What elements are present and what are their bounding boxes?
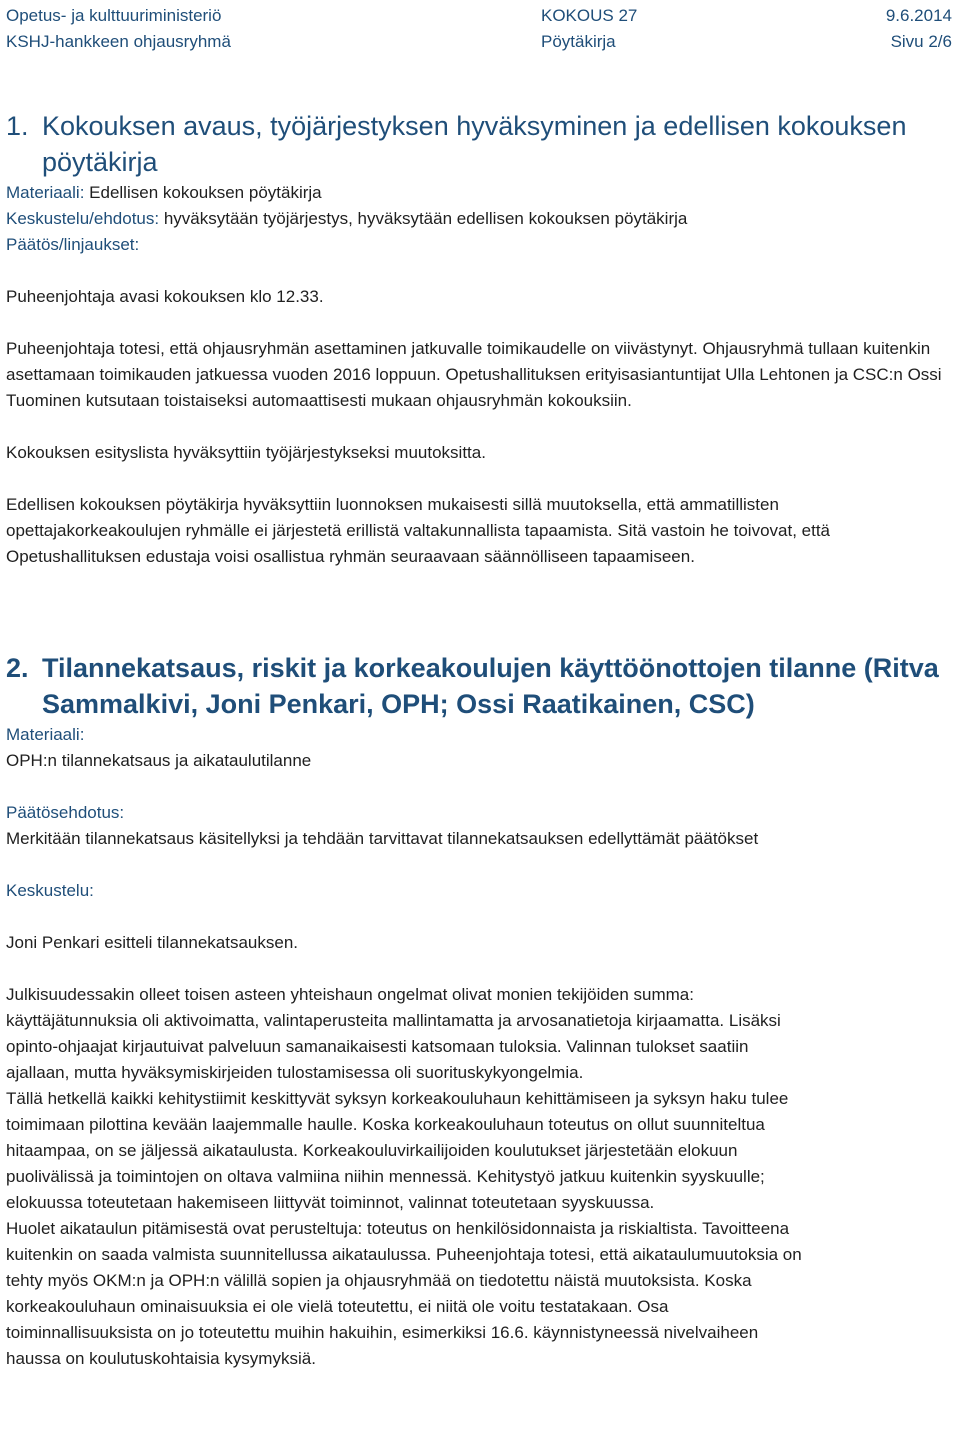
section-2-materiaali-label: Materiaali: xyxy=(6,725,85,744)
paatosehdotus-value: Merkitään tilannekatsaus käsitellyksi ja tehdään tarvittavat tilannekatsauksen edellyttämät päätökset xyxy=(6,829,759,848)
body-line: puolivälissä ja toimintojen on oltava valmiina niihin mennessä. Kehitystyö jatkuu kuitenkin syyskuulle; xyxy=(6,1167,765,1186)
paatosehdotus-label: Päätösehdotus: xyxy=(6,803,125,822)
body-line: haussa on koulutuskohtaisia kysymyksiä. xyxy=(6,1349,316,1368)
section-2-keskustelu-label: Keskustelu: xyxy=(6,881,94,900)
body-line: toimimaan pilottina kevään laajemmalle haulle. Koska korkeakouluhaun toteutus on ollut suunniteltua xyxy=(6,1115,765,1134)
header-group: KSHJ-hankkeen ohjausryhmä xyxy=(6,32,231,51)
section-1-materiaali xyxy=(6,180,950,206)
header-doc-type: Pöytäkirja xyxy=(541,32,616,51)
section-1-title: Kokouksen avaus, työjärjestyksen hyväksyminen ja edellisen kokouksen pöytäkirja xyxy=(42,111,907,177)
body-line: ajallaan, mutta hyväksymiskirjeiden tulostamisessa oli suorituskykyongelmia. xyxy=(6,1063,584,1082)
section-1-paragraph: Puheenjohtaja totesi, että ohjausryhmän asettaminen jatkuvalle toimikaudelle on viivästynyt. Ohjausryhmä tullaan kuitenkin asettamaan toimikauden jatkuessa vuoden 2016 loppuun. Opetushallituksen erityisasiantuntijat Ulla Lehtonen ja CSC:n Ossi Tuominen kutsutaan toistaiseksi automaattisesti mukaan ohjausryhmän kokouksiin. xyxy=(6,339,942,410)
section-1-paragraph: Puheenjohtaja avasi kokouksen klo 12.33. xyxy=(6,287,324,306)
section-2-keskustelu-intro: Joni Penkari esitteli tilannekatsauksen. xyxy=(6,933,298,952)
section-1-number: 1. xyxy=(6,111,29,141)
section-2-materiaali-value: OPH:n tilannekatsaus ja aikataulutilanne xyxy=(6,751,312,770)
section-1-keskustelu xyxy=(6,206,950,232)
header-org: Opetus- ja kulttuuriministeriö xyxy=(6,6,222,25)
body-line: opinto-ohjaajat kirjautuivat palveluun samanaikaisesti katsomaan tuloksia. Valinnan tulokset saatiin xyxy=(6,1037,749,1056)
body-line: Julkisuudessakin olleet toisen asteen yhteishaun ongelmat olivat monien tekijöiden summa: xyxy=(6,985,694,1004)
section-2-title: Tilannekatsaus, riskit ja korkeakoulujen käyttöönottojen tilanne (Ritva Sammalkivi, Joni Penkari, OPH; Ossi Raatikainen, CSC) xyxy=(42,653,939,719)
document-body xyxy=(6,108,950,1372)
header-meeting: KOKOUS 27 xyxy=(541,6,638,25)
body-line: Huolet aikataulun pitämisestä ovat perusteltuja: toteutus on henkilösidonnaista ja riskialtista. Tavoitteena xyxy=(6,1219,790,1238)
header-date: 9.6.2014 xyxy=(885,6,952,25)
section-2-heading xyxy=(6,650,950,722)
paatos-label: Päätös/linjaukset: xyxy=(6,235,140,254)
materiaali-label: Materiaali: xyxy=(6,183,85,202)
materiaali-value: Edellisen kokouksen pöytäkirja xyxy=(89,183,322,202)
body-line: korkeakouluhaun ominaisuuksia ei ole vielä toteutettu, ei niitä ole voitu testatakaan. Osa xyxy=(6,1297,669,1316)
keskustelu-label: Keskustelu/ehdotus: xyxy=(6,209,160,228)
header-page-number: Sivu 2/6 xyxy=(890,32,952,51)
body-line: käyttäjätunnuksia oli aktivoimatta, valintaperusteita mallintamatta ja arvosanatietoja kirjaamatta. Lisäksi xyxy=(6,1011,781,1030)
section-1-paragraph: Kokouksen esityslista hyväksyttiin työjärjestykseksi muutoksitta. xyxy=(6,443,486,462)
page-header xyxy=(6,3,952,55)
body-line: kuitenkin on saada valmista suunnitellussa aikataulussa. Puheenjohtaja totesi, että aikataulumuutoksia on xyxy=(6,1245,802,1264)
section-2-number: 2. xyxy=(6,653,29,683)
body-line: hitaampaa, on se jäljessä aikataulusta. Korkeakouluvirkailijoiden koulutukset järjestetään elokuun xyxy=(6,1141,738,1160)
keskustelu-value: hyväksytään työjärjestys, hyväksytään edellisen kokouksen pöytäkirja xyxy=(163,209,688,228)
section-2-body xyxy=(6,982,950,1372)
section-1-heading xyxy=(6,108,950,180)
body-line: toiminnallisuuksista on jo toteutettu muihin hakuihin, esimerkiksi 16.6. käynnistyneessä nivelvaiheen xyxy=(6,1323,759,1342)
section-1-paragraph: Edellisen kokouksen pöytäkirja hyväksyttiin luonnoksen mukaisesti sillä muutoksella, että ammatillisten opettajakorkeakoulujen ryhmälle ei järjestetä erillistä valtakunnallista tapaamista. Sitä vastoin he toivovat, että Opetushallituksen edustaja voisi osallistua ryhmän seuraavaan säännölliseen tapaamiseen. xyxy=(6,495,831,566)
body-line: elokuussa toteutetaan hakemiseen liittyvät toiminnot, valinnat toteutetaan syyskuussa. xyxy=(6,1193,655,1212)
body-line: tehty myös OKM:n ja OPH:n välillä sopien ja ohjausryhmää on tiedotettu näistä muutoksista. Koska xyxy=(6,1271,752,1290)
body-line: Tällä hetkellä kaikki kehitystiimit keskittyvät syksyn korkeakouluhaun kehittämiseen ja syksyn haku tulee xyxy=(6,1089,789,1108)
